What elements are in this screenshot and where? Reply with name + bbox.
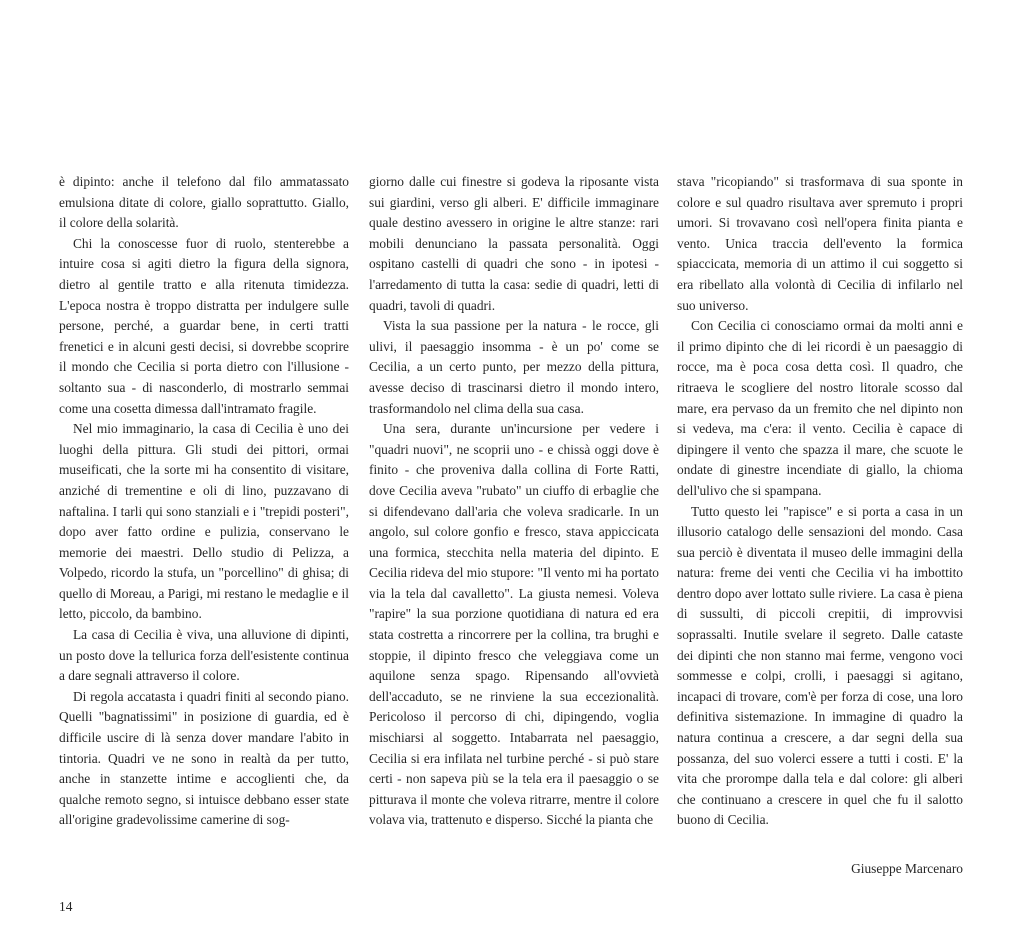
paragraph: stava "ricopiando" si trasformava di sua sponte in colore e sul quadro risultava aver spremuto i propri umori. Si trovavano così nell'opera finita pianta e vento. Unica traccia dell'evento la formica spiaccicata, memoria di un attimo il cui soggetto si era ribellato alla volontà di Cecilia di infilarlo nel suo universo.: [677, 174, 963, 313]
paragraph: Con Cecilia ci conosciamo ormai da molti anni e il primo dipinto che di lei ricordi è un paesaggio di rocce, ma è poca cosa detta così. Il quadro, che ritraeva le scogliere del nostro litorale scosso dal mare, era pervaso da un fremito che nel dipinto non si vedeva, ma c'era: il vento. Cecilia è capace di dipingere il vento che spazza il mare, che scuote le ondate di ginestre incendiate di giallo, la chioma dell'ulivo che si spampana.: [677, 318, 963, 498]
paragraph: Chi la conoscesse fuor di ruolo, stenterebbe a intuire cosa si agiti dietro la figura della signora, dietro al gentile tratto e alla ritenuta timidezza. L'epoca nostra è troppo distratta per indulgere sulle persone, perché, a guardar bene, in certi tratti frenetici e in alcuni gesti decisi, si dovrebbe scoprire il mondo che Cecilia si porta dietro con l'illusione - soltanto sua - di nasconderlo, di mostrarlo semmai come una cosetta dimessa dall'intramato fragile.: [59, 235, 349, 416]
page-number: 14: [59, 899, 73, 914]
paragraph: Una sera, durante un'incursione per vedere i "quadri nuovi", ne scoprii uno - e chissà oggi dove è finito - che proveniva dalla collina di Forte Ratti, dove Cecilia aveva "rubato" un ciuffo di erbaglie che si difendevano dall'aria che voleva sradicarle. In un angolo, sul colore gonfio e fresco, stava appiccicata una formica, stecchita nella materia del dipinto. E Cecilia rideva del mio stupore: "Il vento mi ha portato via la tela dal cavalletto". La giusta nemesi. Voleva "rapire" la sua porzione quotidiana di natura ed era stata costretta a rincorrere per la collina, tra brughi e stoppie, il dipinto fresco che veleggiava come un aquilone senza spago. Ripensando all'ovvietà dell'accaduto, se ne rinviene la sua eccezionalità. Pericoloso il percorso di chi, dipingendo, voglia mischiarsi al soggetto. Intabarrata nel paesaggio, Cecilia si era infilata nel turbine perché - si può stare certi - non sapeva più se la tela era il paesaggio o se pitturava il monte che voleva ritrarre, mentre il colore volava via, trattenuto e disperso. Sicché la pianta che: [369, 421, 659, 828]
paragraph: Nel mio immaginario, la casa di Cecilia è uno dei luoghi della pittura. Gli studi dei pittori, ormai museificati, che la sorte mi ha consentito di visitare, anziché di trementine e oli di lino, puzzavano di naftalina. I tarli qui sono stanziali e i "trepidi posteri", dopo aver fatto ordine e pulizia, conservano le memorie dei maestri. Dello studio di Pelizza, a Volpedo, ricordo la stufa, un "porcellino" di ghisa; di quello di Moreau, a Parigi, mi restano le medaglie e il letto, piccolo, da bambino.: [59, 421, 349, 622]
paragraph: è dipinto: anche il telefono dal filo ammatassato emulsiona ditate di colore, giallo soprattutto. Giallo, il colore della solarità.: [59, 174, 349, 231]
paragraph: Di regola accatasta i quadri finiti al secondo piano. Quelli "bagnatissimi" in posizione di guardia, ed è difficile uscire di là senza dover mandare l'abito in tintoria. Quadri ve ne sono in realtà da per tutto, anche in stanzette intime e accoglienti che, da qualche remoto segno, si intuisce debbano esser state all'origine gradevolissime camerine di sog-: [59, 688, 349, 828]
author-signature: Giuseppe Marcenaro: [851, 861, 963, 876]
article-column-1: [59, 172, 349, 831]
paragraph: giorno dalle cui finestre si godeva la riposante vista sui giardini, verso gli alberi. E' difficile immaginare quale destino avessero in origine le altre stanze: rari mobili denunciano la passata personalità. Oggi ospitano castelli di quadri che sono - in ipotesi - l'arredamento di tutta la casa: sedie di quadri, letti di quadri, tavoli di quadri.: [369, 174, 659, 313]
article-column-2: [369, 172, 659, 831]
paragraph: La casa di Cecilia è viva, una alluvione di dipinti, un posto dove la tellurica forza dell'esistente continua a dare segnali attraverso il colore.: [59, 627, 349, 684]
article-column-3: [677, 172, 963, 831]
paragraph: Tutto questo lei "rapisce" e si porta a casa in un illusorio catalogo delle sensazioni del mondo. Casa sua perciò è diventata il museo delle immagini della natura: freme dei venti che Cecilia vi ha imbottito dentro dopo aver lottato sulle riviere. La casa è piena di sussulti, di piccoli crepitii, di improvvisi soprassalti. Inutile svelare il segreto. Dalle cataste dei dipinti che non stanno mai ferme, vengono voci sommesse e colpi, crolli, i paesaggi si agitano, incapaci di trovare, com'è per forza di cose, una loro definitiva sistemazione. In immagine di quadro la natura continua a crescere, a dar segni della sua possanza, del suo volerci essere a tutti i costi. E' la vita che prorompe dalla tela e dal colore: gli alberi che continuano a crescere in quel che fu il salotto buono di Cecilia.: [677, 503, 963, 828]
paragraph: Vista la sua passione per la natura - le rocce, gli ulivi, il paesaggio insomma - è un po' come se Cecilia, a un certo punto, per mezzo della pittura, avesse deciso di trascinarsi dietro il mondo intero, trasformandolo nel clima della sua casa.: [369, 318, 659, 416]
